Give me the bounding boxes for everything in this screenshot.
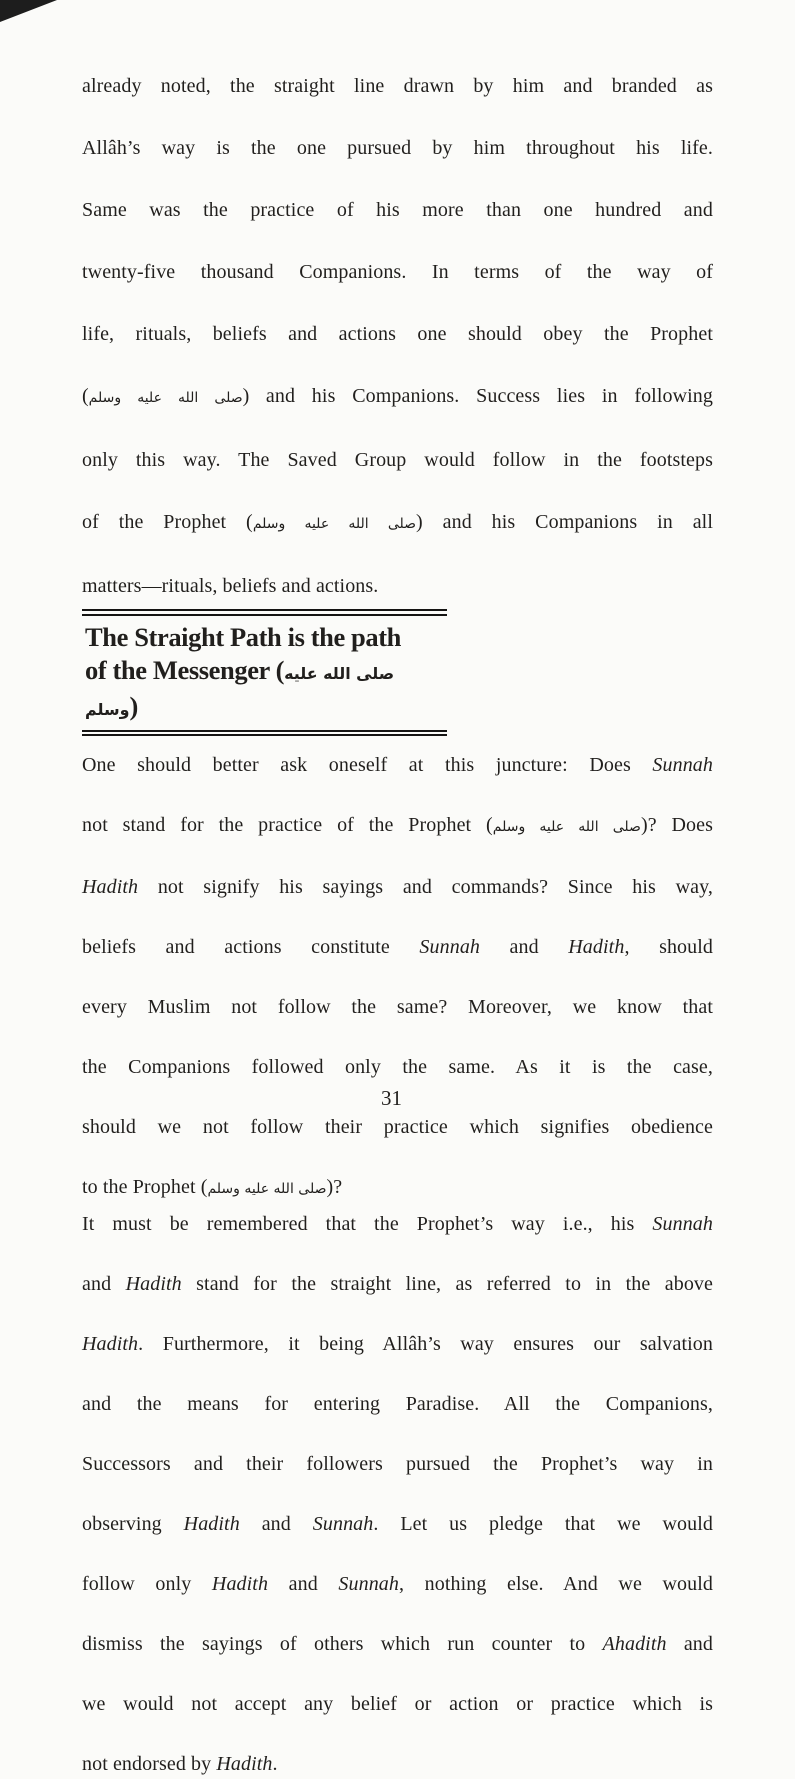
text-segment: and — [82, 1273, 126, 1296]
text-line — [82, 810, 713, 872]
heading-rule-bottom — [82, 730, 447, 737]
text-segment: ( — [82, 385, 89, 407]
text-segment: . Furthermore, it being Allâh’s way ensures our salvation — [138, 1333, 713, 1356]
text-segment: Ahadith — [602, 1633, 667, 1656]
text-segment: beliefs and actions constitute — [82, 936, 420, 959]
text-segment: not signify his sayings and commands? Since his way, — [138, 876, 713, 899]
text-segment: and the means for entering Paradise. All the Companions, — [82, 1393, 713, 1416]
section-heading — [82, 616, 447, 730]
arabic-honorific: صلى الله عليه وسلم — [85, 663, 395, 719]
text-segment: every Muslim not follow the same? Moreover, we know that — [82, 996, 713, 1019]
text-segment: observing — [82, 1513, 184, 1536]
text-segment: It must be remembered that the Prophet’s way i.e., his — [82, 1213, 653, 1236]
text-line — [82, 992, 713, 1052]
text-segment: . Let us pledge that we would — [373, 1513, 713, 1536]
text-segment: Hadith — [125, 1273, 182, 1296]
text-segment: Hadith — [183, 1513, 240, 1536]
text-line — [82, 1629, 713, 1689]
text-line — [82, 319, 713, 381]
text-segment: , should — [624, 936, 714, 959]
text-segment: and — [666, 1633, 714, 1656]
arabic-honorific: صلى الله عليه وسلم — [88, 390, 243, 406]
text-line — [82, 381, 713, 445]
text-line — [82, 750, 713, 810]
text-segment: Same was the practice of his more than one hundred and — [82, 199, 713, 221]
text-line — [82, 445, 713, 507]
text-segment: should we not follow their practice which signifies obedience — [82, 1116, 713, 1139]
text-line — [82, 507, 713, 571]
section-heading-block — [82, 609, 447, 736]
text-line — [82, 257, 713, 319]
text-segment: )? — [326, 1176, 343, 1199]
text-segment: Sunnah — [652, 1213, 713, 1236]
text-segment: Allâh’s way is the one pursued by him throughout his life. — [82, 137, 713, 159]
arabic-honorific: صلى الله عليه وسلم — [207, 1181, 327, 1198]
text-segment: Hadith — [82, 876, 139, 899]
text-line — [82, 133, 713, 195]
text-line — [82, 1749, 713, 1779]
text-line — [82, 1329, 713, 1389]
text-segment: Sunnah — [312, 1513, 374, 1536]
text-line — [82, 1389, 713, 1449]
heading-rule-top — [82, 609, 447, 616]
text-segment: life, rituals, beliefs and actions one should obey the Prophet — [82, 323, 713, 345]
page-content — [82, 71, 713, 1779]
text-segment: stand for the straight line, as referred to in the above — [181, 1273, 714, 1296]
text-segment: to the Prophet ( — [82, 1176, 208, 1199]
text-segment: already noted, the straight line drawn by him and branded as — [82, 75, 713, 97]
text-line — [82, 1449, 713, 1509]
text-segment: follow only — [82, 1573, 212, 1596]
text-segment: and — [268, 1573, 339, 1596]
text-segment: dismiss the sayings of others which run counter to — [82, 1633, 603, 1656]
text-segment: One should better ask oneself at this juncture: Does — [82, 754, 653, 777]
scan-corner-artifact — [0, 0, 57, 22]
arabic-honorific: صلى الله عليه وسلم — [252, 516, 417, 532]
text-segment: we would not accept any belief or action or practice which is — [82, 1693, 713, 1716]
body-paragraph — [82, 71, 713, 602]
text-line — [82, 1172, 713, 1204]
text-segment: Successors and their followers pursued the Prophet’s way in — [82, 1453, 713, 1476]
text-line — [82, 1569, 713, 1629]
text-segment: Hadith — [568, 936, 625, 959]
text-line — [82, 932, 713, 992]
heading-line — [85, 621, 447, 654]
text-line — [82, 1269, 713, 1329]
text-segment: . — [272, 1753, 278, 1776]
text-segment: matters—rituals, beliefs and actions. — [82, 575, 379, 597]
text-segment: , nothing else. And we would — [399, 1573, 713, 1596]
text-segment: Sunnah — [419, 936, 481, 959]
text-segment: ) and his Companions in all — [416, 511, 713, 533]
text-line — [82, 1112, 713, 1172]
text-segment: of the Prophet ( — [82, 511, 253, 533]
text-line — [82, 1509, 713, 1569]
text-segment: not stand for the practice of the Prophet ( — [82, 814, 493, 837]
body-paragraph — [82, 750, 713, 1204]
text-segment: Sunnah — [652, 754, 713, 777]
text-segment: Hadith — [211, 1573, 269, 1596]
text-line — [82, 1689, 713, 1749]
body-paragraph — [82, 1209, 713, 1779]
text-segment: and — [480, 936, 569, 959]
arabic-honorific: صلى الله عليه وسلم — [492, 819, 641, 836]
text-line — [82, 872, 713, 932]
page-number: 31 — [381, 1086, 402, 1110]
text-line — [82, 571, 713, 602]
text-segment: only this way. The Saved Group would follow in the footsteps — [82, 449, 713, 471]
text-segment: Hadith — [82, 1333, 139, 1356]
text-segment: Sunnah — [338, 1573, 399, 1596]
text-segment: ) — [129, 690, 138, 721]
text-segment: The Straight Path is the path — [85, 621, 402, 652]
text-segment: not endorsed by — [82, 1753, 217, 1776]
text-line — [82, 195, 713, 257]
text-segment: the Companions followed only the same. As it is the case, — [82, 1056, 713, 1079]
text-segment: )? Does — [640, 814, 713, 837]
text-segment: Hadith — [216, 1753, 273, 1776]
text-line — [82, 71, 713, 133]
heading-line — [85, 654, 447, 726]
text-segment: of the Messenger ( — [85, 654, 285, 685]
text-line — [82, 1209, 713, 1269]
text-segment: ) and his Companions. Success lies in following — [242, 385, 713, 407]
text-segment: and — [239, 1513, 313, 1536]
text-segment: twenty-five thousand Companions. In terms of the way of — [82, 261, 713, 283]
